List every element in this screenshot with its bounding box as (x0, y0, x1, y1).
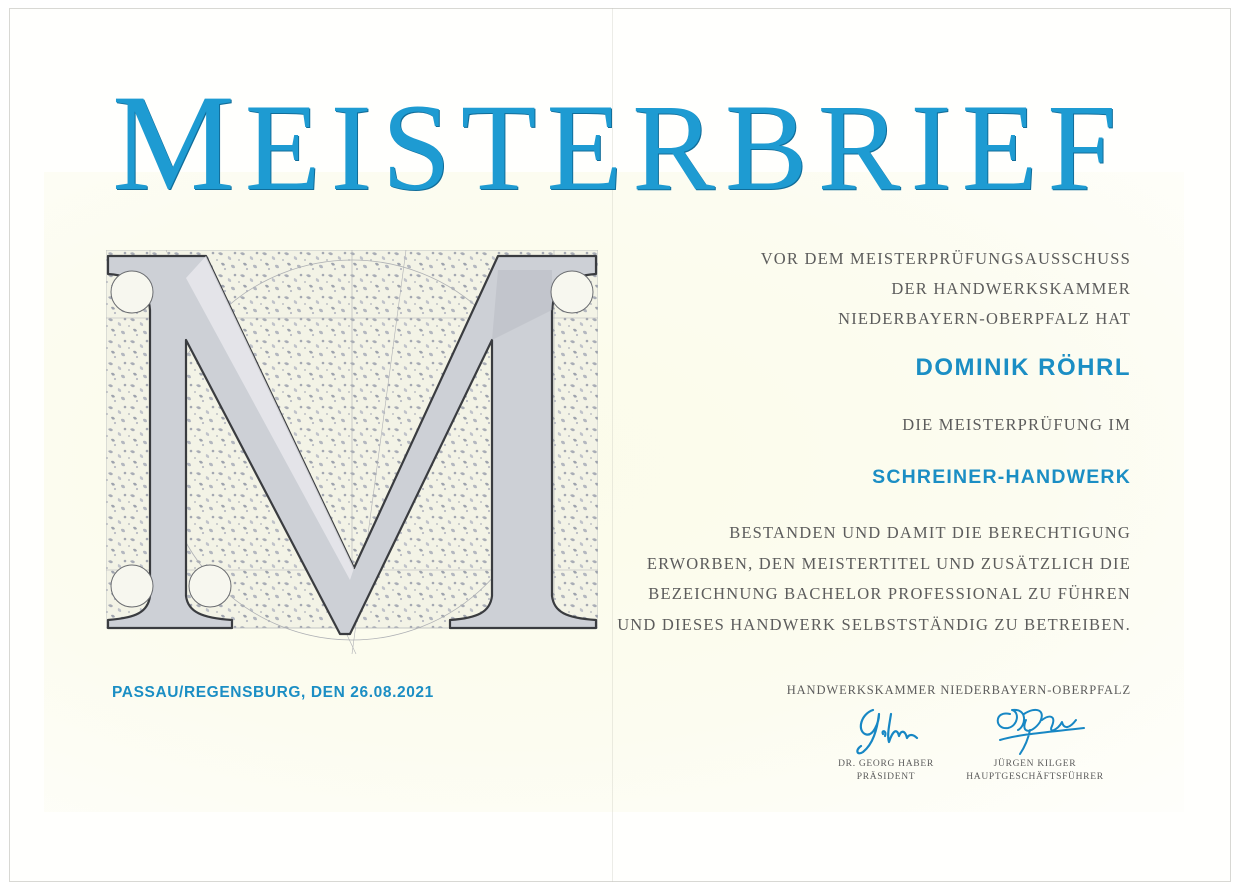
entitlement-text (617, 518, 1131, 640)
intro-text (761, 244, 1131, 334)
trade-name: SCHREINER-HANDWERK (872, 466, 1131, 488)
body-line: BESTANDEN UND DAMIT DIE BERECHTIGUNG (729, 523, 1131, 542)
signature-kilger-icon (980, 700, 1090, 758)
m-monogram-icon (106, 250, 598, 654)
signatory-name: DR. GEORG HABER (838, 759, 934, 769)
signature-block-director (960, 700, 1110, 784)
intro-line: NIEDERBAYERN-OBERPFALZ HAT (838, 309, 1131, 328)
title-rest: EISTERBRIEF (244, 79, 1127, 216)
signatory-name: JÜRGEN KILGER (993, 759, 1077, 769)
body-line: ERWORBEN, DEN MEISTERTITEL UND ZUSÄTZLICH DIE (646, 553, 1131, 573)
certificate-title (112, 66, 1142, 219)
signatory-role: PRÄSIDENT (856, 772, 916, 782)
intro-line: DER HANDWERKSKAMMER (891, 279, 1131, 298)
intro-line: VOR DEM MEISTERPRÜFUNGSAUSSCHUSS (760, 249, 1131, 268)
signature-haber-icon (851, 700, 921, 758)
signatory-role: HAUPTGESCHÄFTSFÜHRER (966, 772, 1104, 782)
place-date: PASSAU/REGENSBURG, DEN 26.08.2021 (112, 684, 434, 701)
exam-line: DIE MEISTERPRÜFUNG IM (902, 415, 1131, 434)
signature-block-president (826, 700, 946, 784)
recipient-name: DOMINIK RÖHRL (915, 354, 1131, 381)
body-line: UND DIESES HANDWERK SELBSTSTÄNDIG ZU BETREIBEN. (617, 614, 1131, 634)
title-initial: M (112, 66, 245, 219)
body-line: BEZEICHNUNG BACHELOR PROFESSIONAL ZU FÜHREN (648, 584, 1131, 603)
issuer-name: HANDWERKSKAMMER NIEDERBAYERN-OBERPFALZ (786, 683, 1131, 697)
